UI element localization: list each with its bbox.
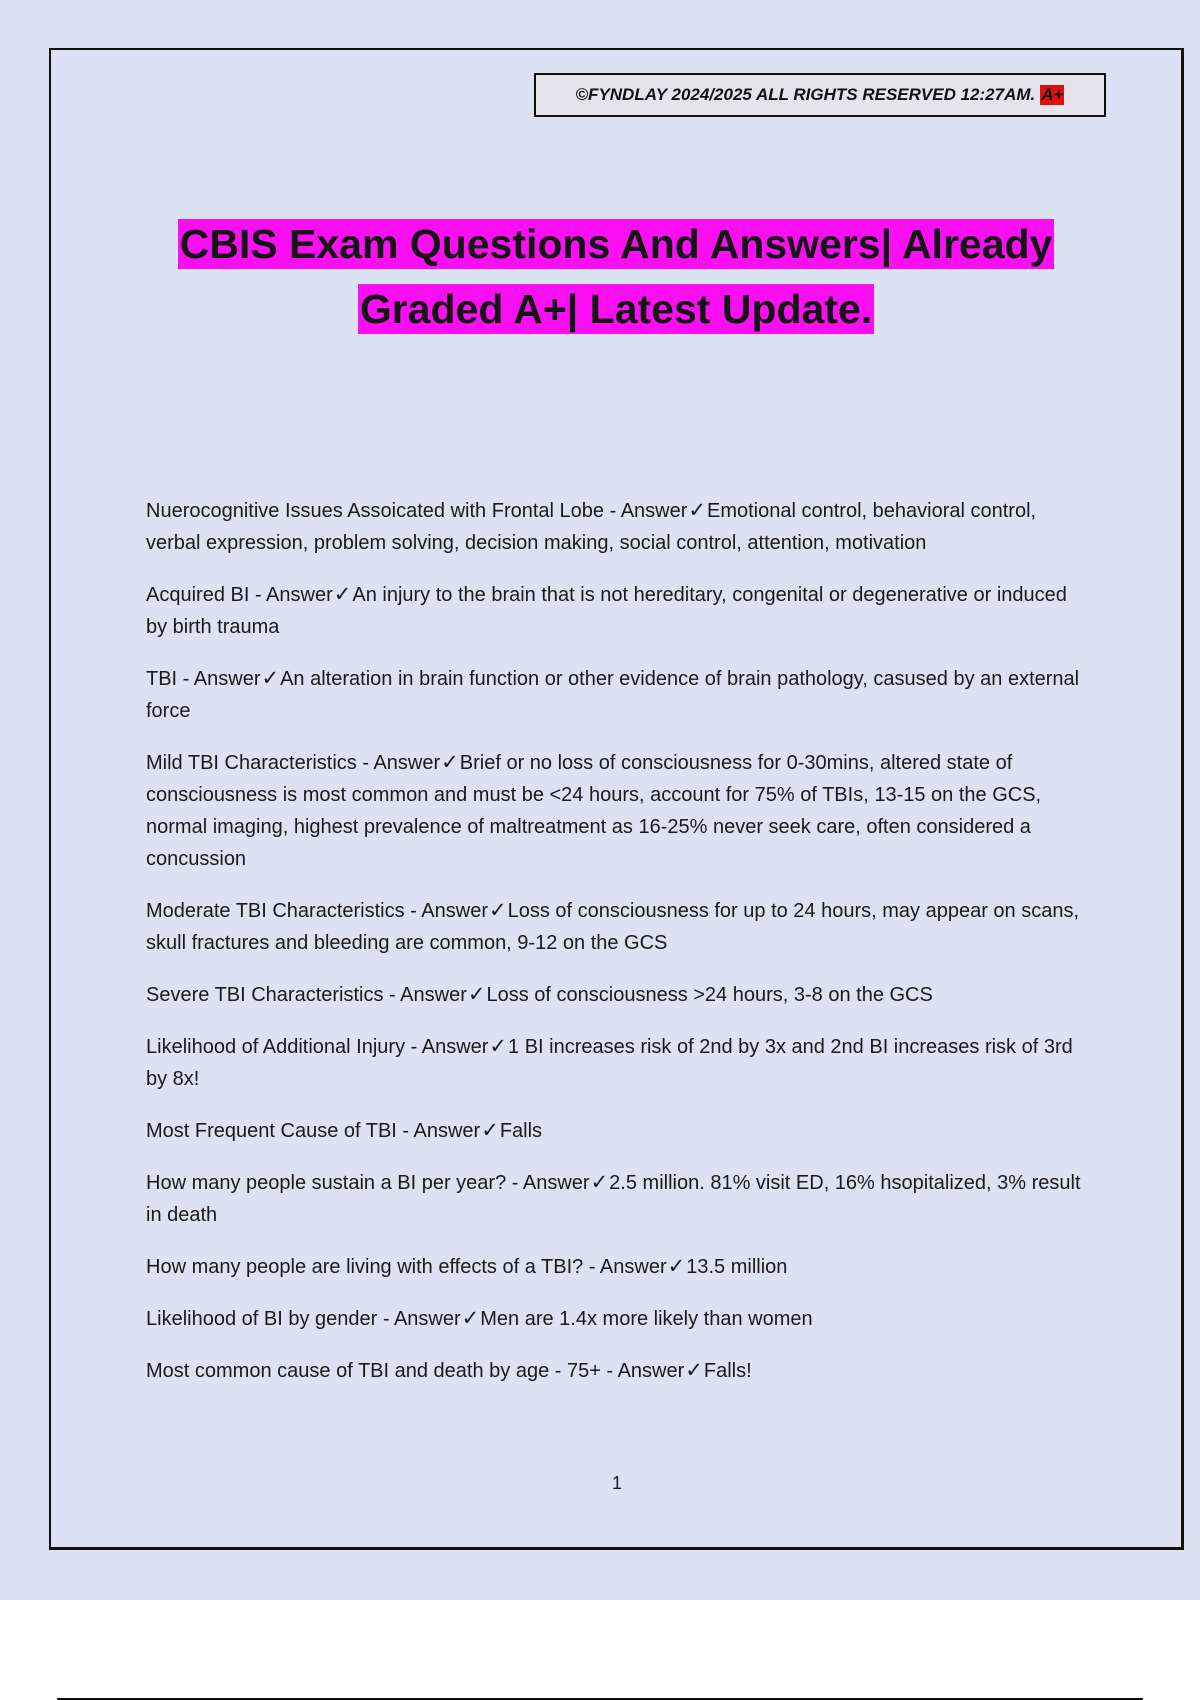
- title-line-2: Graded A+| Latest Update.: [359, 286, 873, 332]
- qa-item: [146, 978, 1086, 1011]
- copyright-header: [534, 73, 1106, 117]
- check-mark-icon: ✓: [685, 1358, 703, 1382]
- qa-item: [146, 894, 1086, 959]
- answer-text: Brief or no loss of consciousness for 0-30mins, altered state of consciousness is most common and must be <24 hours, account for 75% of TBIs, 13-15 on the GCS, normal imaging, highest prevalence of maltreatment as 16-25% never seek care, often considered a concussion: [146, 752, 1042, 870]
- check-mark-icon: ✓: [667, 1254, 686, 1278]
- question-text: Likelihood of Additional Injury - Answer: [146, 1036, 489, 1058]
- answer-text: Emotional control, behavioral control, verbal expression, problem solving, decision making, social control, attention, motivation: [146, 500, 1037, 554]
- question-text: Severe TBI Characteristics - Answer: [146, 984, 467, 1006]
- check-mark-icon: ✓: [489, 1034, 508, 1058]
- check-mark-icon: ✓: [467, 982, 486, 1006]
- answer-text: Men are 1.4x more likely than women: [480, 1308, 813, 1330]
- qa-item: [146, 746, 1086, 875]
- check-mark-icon: ✓: [688, 498, 706, 522]
- document-title: [100, 212, 1132, 342]
- qa-item: [146, 1114, 1086, 1147]
- check-mark-icon: ✓: [441, 750, 459, 774]
- check-mark-icon: ✓: [481, 1118, 499, 1142]
- answer-text: 2.5 million. 81% visit ED, 16% hsopitalized, 3% result in death: [146, 1172, 1081, 1226]
- qa-item: [146, 662, 1086, 727]
- answer-text: 1 BI increases risk of 2nd by 3x and 2nd BI increases risk of 3rd by 8x!: [146, 1036, 1073, 1090]
- answer-text: An injury to the brain that is not hereditary, congenital or degenerative or induced by birth trauma: [146, 584, 1067, 638]
- qa-item: [146, 1030, 1086, 1095]
- qa-item: [146, 1302, 1086, 1335]
- qa-item: [146, 494, 1086, 559]
- question-text: Likelihood of BI by gender - Answer: [146, 1308, 461, 1330]
- check-mark-icon: ✓: [488, 898, 507, 922]
- copyright-text: ©FYNDLAY 2024/2025 ALL RIGHTS RESERVED 12:27AM.: [575, 85, 1036, 104]
- question-text: TBI - Answer: [146, 668, 261, 690]
- answer-text: Loss of consciousness for up to 24 hours, may appear on scans, skull fractures and bleeding are common, 9-12 on the GCS: [146, 900, 1080, 954]
- question-text: How many people are living with effects of a TBI? - Answer: [146, 1256, 667, 1278]
- check-mark-icon: ✓: [261, 666, 280, 690]
- answer-text: 13.5 million: [686, 1256, 788, 1278]
- question-text: Moderate TBI Characteristics - Answer: [146, 900, 488, 922]
- question-text: Nuerocognitive Issues Assoicated with Frontal Lobe - Answer: [146, 500, 688, 522]
- question-text: Most Frequent Cause of TBI - Answer: [146, 1120, 481, 1142]
- qa-item: [146, 1250, 1086, 1283]
- question-text: Most common cause of TBI and death by age - 75+ - Answer: [146, 1360, 685, 1382]
- qa-item: [146, 1166, 1086, 1231]
- check-mark-icon: ✓: [333, 582, 352, 606]
- question-text: Acquired BI - Answer: [146, 584, 333, 606]
- qa-list: [146, 494, 1086, 1406]
- answer-text: Loss of consciousness >24 hours, 3-8 on the GCS: [486, 984, 933, 1006]
- page-number: 1: [611, 1473, 622, 1493]
- question-text: How many people sustain a BI per year? - Answer: [146, 1172, 590, 1194]
- check-mark-icon: ✓: [461, 1306, 480, 1330]
- answer-text: Falls!: [703, 1360, 752, 1382]
- question-text: Mild TBI Characteristics - Answer: [146, 752, 441, 774]
- answer-text: An alteration in brain function or other evidence of brain pathology, casused by an external force: [146, 668, 1080, 722]
- qa-item: [146, 1354, 1086, 1387]
- qa-item: [146, 578, 1086, 643]
- check-mark-icon: ✓: [590, 1170, 609, 1194]
- answer-text: Falls: [499, 1120, 543, 1142]
- title-line-1: CBIS Exam Questions And Answers| Already: [179, 221, 1053, 267]
- grade-mark-badge: A+: [1041, 85, 1064, 104]
